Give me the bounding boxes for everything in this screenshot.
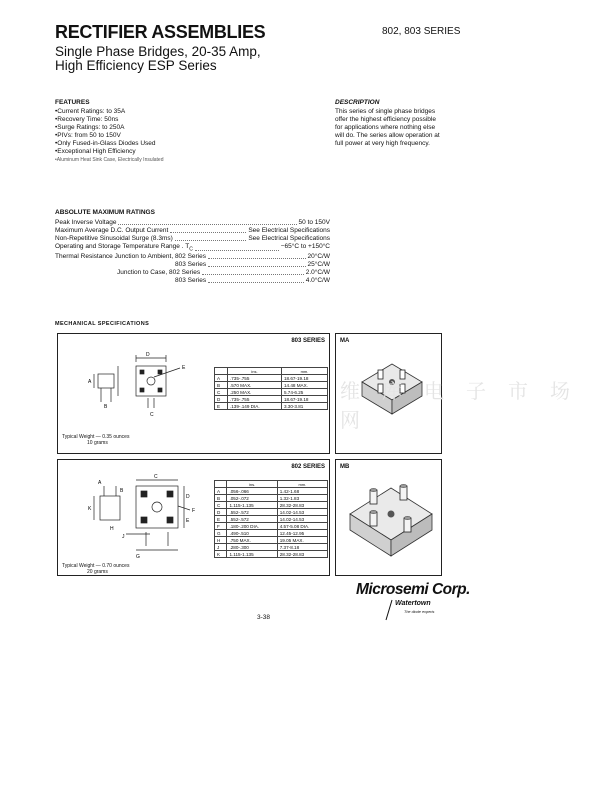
- table-cell: 7.37-8.18: [277, 544, 327, 551]
- table-cell: .570 MAX.: [227, 382, 281, 389]
- table-cell: .250 MAX.: [227, 389, 281, 396]
- rating-row: [55, 269, 330, 277]
- table-cell: .180-.200 DIA.: [227, 523, 277, 530]
- leader-dots: [208, 253, 306, 259]
- rating-label: Thermal Resistance Junction to Ambient, 802 Series: [55, 253, 207, 261]
- table-cell: D: [215, 396, 228, 403]
- rating-row: [55, 219, 330, 227]
- feature-item: • Current Ratings: to 35A: [55, 108, 295, 116]
- table-row: [215, 551, 328, 558]
- table-row: [215, 375, 328, 382]
- ma-package-label: MA: [340, 338, 350, 344]
- description-line: full power at very high frequency.: [335, 140, 430, 147]
- table-cell: E: [215, 516, 227, 523]
- page-subtitle: [55, 45, 261, 73]
- table-cell: C: [215, 389, 228, 396]
- table-header: mm.: [277, 481, 327, 488]
- mb-package-label: MB: [340, 464, 350, 470]
- table-row: [215, 396, 328, 403]
- feature-item: • Exceptional High Efficiency: [55, 148, 295, 156]
- table-cell: .552-.572: [227, 509, 277, 516]
- mb-series-label: 802 SERIES: [291, 464, 325, 470]
- rating-label: Non-Repetitive Sinusoidal Surge (8.3ms): [55, 235, 173, 242]
- feature-item: • PIVs: from 50 to 150V: [55, 132, 295, 140]
- series-tag: 802, 803 SERIES: [382, 26, 461, 37]
- description-text: [335, 108, 460, 148]
- description-section: [335, 99, 460, 148]
- table-row: [215, 544, 328, 551]
- table-cell: 5.74-6.25: [281, 389, 327, 396]
- microsemi-logo: Microsemi Corp.: [356, 581, 470, 598]
- rating-value: See Electrical Specifications: [248, 235, 330, 242]
- table-cell: B: [215, 495, 227, 502]
- rating-row: [55, 243, 330, 253]
- logo-slash-icon: [384, 599, 394, 621]
- ma-dim-label: E: [182, 365, 186, 371]
- table-cell: 1.115-1.135: [227, 502, 277, 509]
- leader-dots: [170, 227, 246, 233]
- mb-dim-label: H: [110, 526, 114, 532]
- ma-dimension-table: [214, 367, 328, 410]
- table-cell: E: [215, 403, 228, 410]
- table-cell: 14.02-14.53: [277, 516, 327, 523]
- table-row: [215, 389, 328, 396]
- ma-dim-label: D: [146, 352, 150, 358]
- mb-typical-weight: [62, 563, 129, 575]
- table-cell: 18.67-19.18: [281, 396, 327, 403]
- leader-dots: [202, 269, 304, 275]
- page-title: RECTIFIER ASSEMBLIES: [55, 22, 266, 42]
- description-line: This series of single phase bridges: [335, 108, 436, 115]
- watermark-text: 维库电子市场网: [340, 379, 592, 432]
- table-cell: A: [215, 375, 228, 382]
- rating-value: 50 to 150V: [298, 219, 330, 226]
- rating-label: 803 Series: [175, 277, 207, 285]
- table-row: [215, 509, 328, 516]
- rating-label: 803 Series: [175, 261, 207, 269]
- rating-row: [55, 253, 330, 261]
- description-line: for applications where nothing else: [335, 124, 436, 131]
- table-cell: 19.05 MAX.: [277, 537, 327, 544]
- table-cell: .139-.149 DIA.: [227, 403, 281, 410]
- table-row: [215, 495, 328, 502]
- table-cell: 28.32-28.83: [277, 551, 327, 558]
- logo-location: Watertown: [395, 600, 431, 607]
- table-header: [215, 368, 228, 375]
- page-number: 3-38: [257, 614, 271, 621]
- mb-dimension-table: [214, 480, 328, 558]
- rating-value: 2.0°C/W: [305, 269, 330, 277]
- ma-dim-label: A: [88, 379, 92, 385]
- table-cell: B: [215, 382, 228, 389]
- table-cell: .735-.755: [227, 375, 281, 382]
- table-cell: A: [215, 488, 227, 495]
- table-cell: .750 MAX.: [227, 537, 277, 544]
- mb-dim-label: F: [192, 508, 196, 514]
- mb-outline-drawing: [86, 472, 216, 560]
- rating-label-subscript: C: [189, 246, 193, 253]
- description-line: offer the highest efficiency possible: [335, 116, 436, 123]
- rating-row: [55, 277, 330, 285]
- table-cell: F: [215, 523, 227, 530]
- table-row: [215, 502, 328, 509]
- mb-dim-label: B: [120, 488, 124, 494]
- ratings-section: [55, 209, 330, 285]
- feature-item: • Aluminum Heat Sink Case, Electrically Insulated: [55, 156, 295, 164]
- table-cell: .735-.755: [227, 396, 281, 403]
- rating-label-text: Operating and Storage Temperature Range . T: [55, 243, 190, 250]
- rating-label: Maximum Average D.C. Output Current: [55, 227, 169, 234]
- table-header: [215, 481, 227, 488]
- leader-dots: [208, 261, 305, 267]
- description-heading: DESCRIPTION: [335, 99, 380, 106]
- table-cell: K: [215, 551, 227, 558]
- table-row: [215, 488, 328, 495]
- rating-value: 20°C/W: [307, 253, 330, 261]
- table-cell: .280-.300: [227, 544, 277, 551]
- table-header: ins.: [227, 481, 277, 488]
- weight-line: Typical Weight — 0.70 ounces: [62, 563, 130, 569]
- table-cell: 4.57-5.08 DIA.: [277, 523, 327, 530]
- table-row: [215, 530, 328, 537]
- weight-line: 20 grams: [87, 569, 108, 575]
- table-cell: .552-.572: [227, 516, 277, 523]
- table-cell: 14.02-14.53: [277, 509, 327, 516]
- weight-line: Typical Weight — 0.35 ounces: [62, 434, 130, 440]
- table-cell: 3.30-3.81: [281, 403, 327, 410]
- table-cell: 1.115-1.135: [227, 551, 277, 558]
- table-cell: 14.48 MAX.: [281, 382, 327, 389]
- table-header: mm.: [281, 368, 327, 375]
- table-row: [215, 403, 328, 410]
- table-cell: 18.67-19.18: [281, 375, 327, 382]
- rating-label: Peak Inverse Voltage: [55, 219, 117, 226]
- mechanical-heading: MECHANICAL SPECIFICATIONS: [55, 321, 150, 327]
- leader-dots: [208, 277, 304, 283]
- table-cell: D: [215, 509, 227, 516]
- feature-item: • Surge Ratings: to 250A: [55, 124, 295, 132]
- logo-tagline: The diode experts: [404, 610, 435, 614]
- rating-row: [55, 261, 330, 269]
- table-header-row: [215, 368, 328, 375]
- mb-dim-label: J: [122, 534, 125, 540]
- subtitle-line-1: Single Phase Bridges, 20-35 Amp,: [55, 44, 261, 59]
- leader-dots: [195, 243, 279, 251]
- ma-dim-label: B: [104, 404, 108, 410]
- features-section: [55, 99, 295, 164]
- table-cell: 1.42-1.68: [277, 488, 327, 495]
- table-header-row: [215, 481, 328, 488]
- table-cell: 1.32-1.83: [277, 495, 327, 502]
- mb-photo-panel: [335, 459, 442, 576]
- rating-label: [55, 243, 193, 253]
- table-cell: .052-.072: [227, 495, 277, 502]
- table-cell: H: [215, 537, 227, 544]
- feature-item: • Only Fused-in-Glass Diodes Used: [55, 140, 295, 148]
- table-cell: J: [215, 544, 227, 551]
- mb-dim-label: G: [136, 554, 140, 560]
- mb-dim-label: K: [88, 506, 92, 512]
- rating-value: 4.0°C/W: [305, 277, 330, 285]
- table-row: [215, 523, 328, 530]
- features-list: [55, 108, 295, 164]
- table-cell: .490-.510: [227, 530, 277, 537]
- leader-dots: [175, 235, 247, 241]
- mb-package-photo: [344, 474, 438, 570]
- table-cell: G: [215, 530, 227, 537]
- weight-line: 10 grams: [87, 440, 108, 446]
- mb-dim-label: E: [186, 518, 190, 524]
- ma-drawing-panel: [57, 333, 330, 454]
- table-cell: .056-.066: [227, 488, 277, 495]
- mb-dim-label: D: [186, 494, 190, 500]
- mb-dim-label: C: [154, 474, 158, 480]
- rating-value: See Electrical Specifications: [248, 227, 330, 234]
- mb-drawing-panel: [57, 459, 330, 576]
- ma-dim-label: C: [150, 412, 154, 418]
- table-header: ins.: [227, 368, 281, 375]
- table-row: [215, 516, 328, 523]
- feature-item: • Recovery Time: 50ns: [55, 116, 295, 124]
- ratings-heading: ABSOLUTE MAXIMUM RATINGS: [55, 209, 155, 216]
- rating-row: [55, 227, 330, 235]
- ma-outline-drawing: [88, 348, 208, 426]
- mb-dim-label: A: [98, 480, 102, 486]
- rating-value: 25°C/W: [307, 261, 330, 269]
- description-line: will do. The series allow operation at: [335, 132, 440, 139]
- ma-series-label: 803 SERIES: [291, 338, 325, 344]
- subtitle-line-2: High Efficiency ESP Series: [55, 58, 217, 73]
- rating-value: −65°C to +150°C: [280, 243, 330, 250]
- leader-dots: [118, 219, 296, 225]
- table-row: [215, 382, 328, 389]
- table-cell: C: [215, 502, 227, 509]
- rating-label: Junction to Case, 802 Series: [117, 269, 201, 277]
- table-cell: 12.45-12.95: [277, 530, 327, 537]
- rating-row: [55, 235, 330, 243]
- table-row: [215, 537, 328, 544]
- features-heading: FEATURES: [55, 99, 90, 106]
- ma-typical-weight: [62, 434, 129, 446]
- table-cell: 28.32-28.83: [277, 502, 327, 509]
